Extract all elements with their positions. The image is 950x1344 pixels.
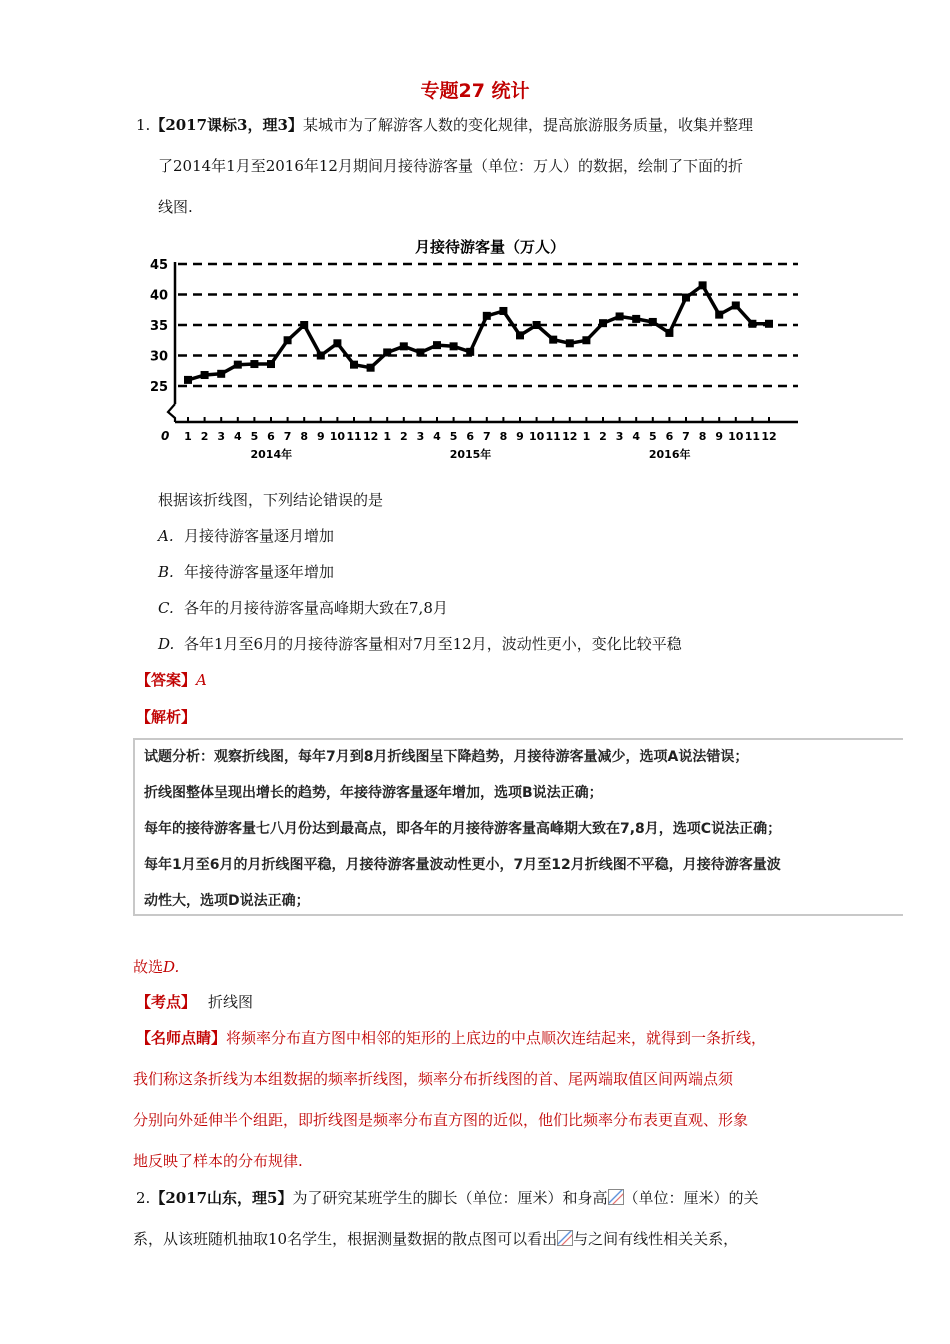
answer-value: A: [196, 671, 207, 689]
analysis-line-1: 试题分析：观察折线图，每年7月到8月折线图呈下降趋势，月接待游客量减少，选项A说法错误；: [144, 749, 749, 765]
mingshi-line-2: 我们称这条折线为本组数据的频率折线图，频率分布折线图的首、尾两端取值区间两端点须: [133, 1070, 734, 1088]
x-tick-label: 7: [682, 430, 690, 443]
data-point: [400, 342, 408, 350]
broken-image-icon: [557, 1230, 573, 1246]
x-tick-label: 11: [545, 430, 561, 443]
x-tick-label: 2: [200, 430, 209, 443]
data-point: [665, 329, 673, 337]
line-chart: [148, 226, 803, 476]
data-point: [267, 360, 275, 368]
y-tick-label: 35: [150, 319, 169, 334]
data-point: [599, 319, 607, 327]
data-point: [284, 336, 292, 344]
mingshi-line-4: 地反映了样本的分布规律.: [133, 1152, 303, 1170]
question-number: 2.: [136, 1189, 151, 1207]
question-source-tag: 【2017课标3，理3】: [150, 116, 303, 134]
x-tick-label: 3: [217, 430, 226, 443]
question-1-line-3: 线图.: [158, 198, 193, 216]
x-tick-label: 12: [362, 430, 379, 443]
question-1-line-1: [136, 114, 753, 135]
conclusion-line: [133, 956, 179, 977]
data-point: [416, 348, 424, 356]
data-point: [201, 371, 209, 379]
x-tick-label: 1: [383, 430, 392, 443]
x-tick-label: 1: [184, 430, 192, 443]
mingshi-line-1: [136, 1027, 766, 1048]
kaodian-tag: 【考点】: [136, 993, 197, 1011]
data-point: [350, 361, 358, 369]
answer-line: [136, 669, 207, 690]
x-tick-label: 8: [698, 430, 707, 443]
data-point: [250, 360, 258, 368]
data-point: [732, 301, 740, 309]
option-b: [158, 561, 334, 582]
data-point: [616, 312, 624, 320]
data-point: [234, 361, 242, 369]
mingshi-line-3: 分别向外延伸半个组距，即折线图是频率分布直方图的近似，他们比频率分布表更直观、形象: [133, 1111, 749, 1129]
axis-break: [168, 404, 175, 422]
x-tick-label: 5: [648, 430, 657, 443]
series-path: [188, 285, 769, 380]
page-title: 专题27 统计: [420, 80, 530, 102]
question-text: 与之间有线性相关关系，: [573, 1230, 739, 1248]
x-tick-label: 3: [416, 430, 425, 443]
question-text: 为了研究某班学生的脚长（单位：厘米）和身高: [292, 1189, 608, 1207]
option-c: [158, 597, 448, 618]
analysis-line-5: 动性大，选项D说法正确；: [144, 893, 310, 909]
y-axis-ticks: [150, 258, 168, 395]
data-point: [549, 336, 557, 344]
option-text: 各年1月至6月的月接待游客量相对7月至12月，波动性更小，变化比较平稳: [184, 635, 682, 653]
data-point: [566, 339, 574, 347]
x-tick-label: 10: [528, 430, 545, 443]
kaodian-line: [136, 991, 253, 1012]
question-text: 某城市为了解游客人数的变化规律，提高旅游服务质量，收集并整理: [302, 116, 753, 134]
data-point: [715, 311, 723, 319]
option-label: D.: [158, 635, 175, 653]
analysis-line-4: 每年1月至6月的月折线图平稳，月接待游客量波动性更小，7月至12月折线图不平稳，月接待游客量波: [144, 857, 781, 873]
x-tick-label: 12: [562, 430, 578, 443]
question-2-line-2: [133, 1228, 738, 1249]
answer-tag: 【答案】: [136, 671, 197, 689]
question-text: 系，从该班随机抽取10名学生，根据测量数据的散点图可以看出: [133, 1230, 558, 1248]
question-source-tag: 【2017山东，理5】: [150, 1189, 293, 1207]
x-tick-label: 2: [399, 430, 408, 443]
analysis-line-2: 折线图整体呈现出增长的趋势，年接待游客量逐年增加，选项B说法正确；: [144, 785, 603, 801]
conclusion-letter: D.: [163, 958, 180, 976]
y-tick-label: 45: [150, 258, 169, 273]
kaodian-value: 折线图: [208, 993, 254, 1011]
y-tick-label: 40: [150, 288, 169, 304]
data-point: [466, 348, 474, 356]
year-labels: [250, 447, 690, 461]
data-point: [699, 281, 707, 289]
data-point: [450, 342, 458, 350]
x-tick-label: 4: [233, 430, 242, 443]
question-number: 1.: [136, 116, 151, 134]
data-point: [367, 364, 375, 372]
data-point: [765, 320, 773, 328]
x-origin-label: 0: [161, 429, 170, 443]
option-text: 月接待游客量逐月增加: [184, 527, 335, 545]
question-2-line-1: [136, 1187, 759, 1208]
x-tick-label: 6: [267, 430, 275, 443]
option-label: B.: [158, 563, 174, 581]
series-line: [184, 281, 773, 384]
option-text: 各年的月接待游客量高峰期大致在7,8月: [184, 599, 448, 617]
option-d: [158, 633, 682, 654]
option-label: A.: [158, 527, 174, 545]
data-point: [499, 307, 507, 315]
data-point: [317, 352, 325, 360]
x-tick-label: 5: [250, 430, 259, 443]
x-tick-label: 3: [615, 430, 624, 443]
data-point: [516, 331, 524, 339]
x-tick-label: 1: [582, 430, 591, 443]
analysis-box: [133, 738, 903, 916]
data-point: [184, 376, 192, 384]
x-tick-label: 6: [665, 430, 674, 443]
x-tick-label: 9: [516, 430, 524, 443]
x-tick-label: 10: [329, 430, 346, 443]
x-tick-label: 6: [466, 430, 475, 443]
x-tick-label: 7: [482, 430, 491, 443]
x-tick-label: 2: [599, 430, 607, 443]
x-tick-label: 7: [283, 430, 292, 443]
data-point: [433, 341, 441, 349]
data-point: [632, 315, 640, 323]
data-point: [682, 294, 690, 302]
x-tick-label: 11: [346, 430, 362, 443]
data-point: [483, 312, 491, 320]
option-text: 年接待游客量逐年增加: [184, 563, 335, 581]
option-label: C.: [158, 599, 174, 617]
x-tick-label: 9: [715, 430, 724, 443]
analysis-line-3: 每年的接待游客量七八月份达到最高点，即各年的月接待游客量高峰期大致在7,8月，选项C说法正确；: [144, 821, 782, 837]
x-tick-label: 12: [761, 430, 777, 443]
question-1-line-2: 了2014年1月至2016年12月期间月接待游客量（单位：万人）的数据，绘制了下面的折: [158, 157, 743, 175]
data-point: [300, 321, 308, 329]
x-tick-label: 8: [499, 430, 508, 443]
x-tick-label: 11: [744, 430, 761, 443]
broken-image-icon: [608, 1189, 624, 1205]
mingshi-text: 将频率分布直方图中相邻的矩形的上底边的中点顺次连结起来，就得到一条折线，: [226, 1029, 767, 1047]
data-point: [582, 336, 590, 344]
conclusion-prefix: 故选: [133, 958, 164, 976]
option-a: [158, 525, 334, 546]
y-tick-label: 30: [150, 349, 169, 365]
y-tick-label: 25: [150, 380, 169, 395]
analysis-tag: 【解析】: [136, 708, 197, 726]
question-text: （单位：厘米）的关: [623, 1189, 759, 1207]
x-tick-label: 4: [632, 430, 641, 443]
x-tick-label: 5: [449, 430, 458, 443]
data-point: [748, 320, 756, 328]
data-point: [383, 348, 391, 356]
data-point: [333, 339, 341, 347]
data-point: [649, 318, 657, 326]
year-label: 2016年: [648, 448, 691, 461]
chart-title: 月接待游客量（万人）: [414, 238, 566, 256]
x-tick-label: 9: [316, 430, 325, 443]
question-prompt: 根据该折线图，下列结论错误的是: [158, 491, 384, 509]
year-label: 2014年: [250, 448, 293, 461]
mingshi-tag: 【名师点睛】: [136, 1029, 227, 1047]
data-point: [217, 370, 225, 378]
year-label: 2015年: [449, 448, 492, 461]
x-tick-label: 4: [433, 430, 441, 443]
x-tick-label: 10: [728, 430, 744, 443]
x-tick-label: 8: [300, 430, 309, 443]
data-point: [533, 321, 541, 329]
